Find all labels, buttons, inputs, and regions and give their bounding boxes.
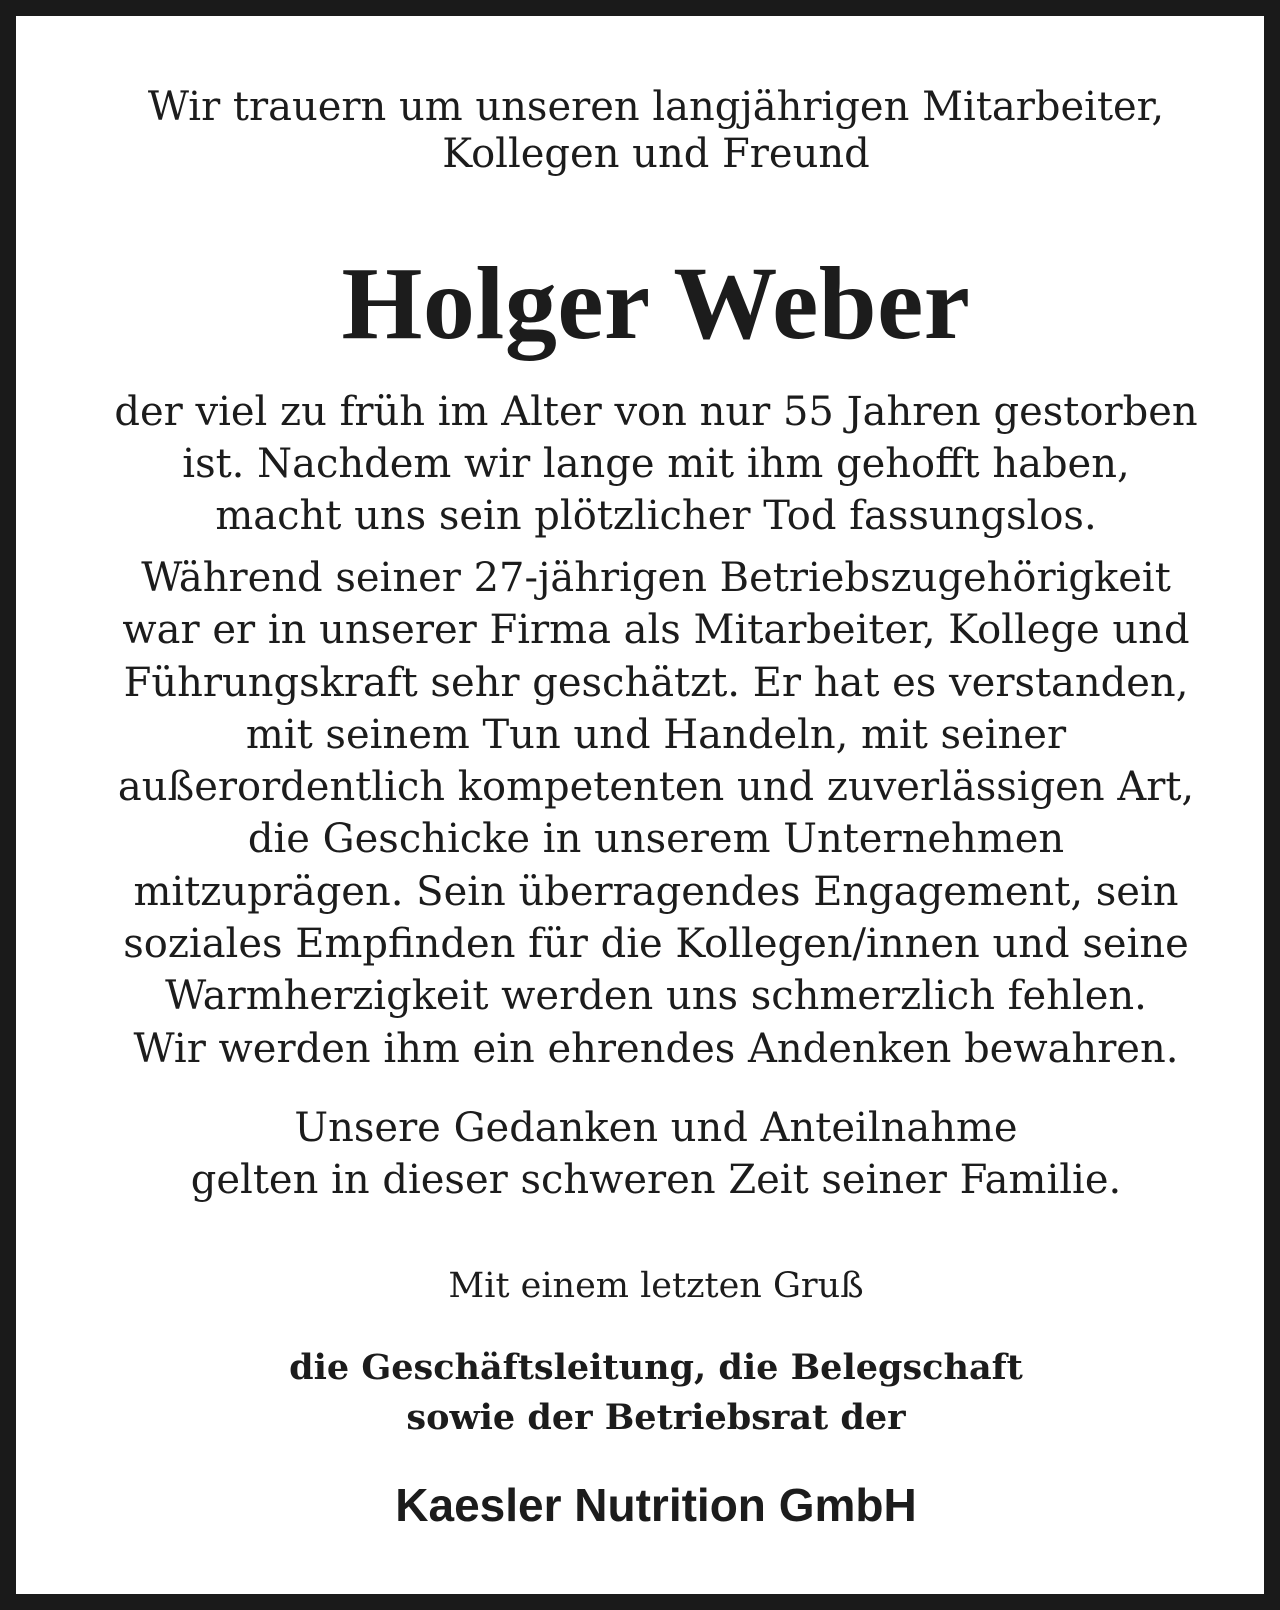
paragraph-tribute [32,552,1280,1075]
text-line: Warmherzigkeit werden uns schmerzlich fehlen. [165,973,1147,1020]
obituary-notice [32,32,1280,1610]
deceased-name: Holger Weber [341,246,971,361]
text-line: macht uns sein plötzlicher Tod fassungslos. [215,493,1097,539]
text-line: Unsere Gedanken und Anteilnahme [294,1105,1018,1151]
text-line: Wir werden ihm ein ehrendes Andenken bewahren. [133,1025,1179,1072]
text-line: die Geschicke in unserem Unternehmen [247,816,1065,863]
signer-line: die Geschäftsleitung, die Belegschaft [289,1347,1023,1388]
text-line: Während seiner 27-jährigen Betriebszugehörigkeit [141,555,1171,601]
intro-line: Kollegen und Freund [442,131,870,177]
text-line: ist. Nachdem wir lange mit ihm gehofft haben, [182,441,1130,487]
text-line: war er in unserer Firma als Mitarbeiter, Kollege und [122,607,1190,654]
paragraph-condolence [32,1102,1280,1206]
closing-greeting: Mit einem letzten Gruß [448,1266,864,1306]
text-line: mitzuprägen. Sein überragendes Engagement, sein [133,868,1179,915]
text-line: gelten in dieser schweren Zeit seiner Familie. [190,1157,1122,1203]
text-line: mit seinem Tun und Handeln, mit seiner [245,711,1067,758]
intro-text [32,84,1280,178]
signers [32,1343,1280,1443]
text-line: außerordentlich kompetenten und zuverlässigen Art, [117,764,1195,811]
text-line: soziales Empfinden für die Kollegen/innen und seine [123,921,1189,968]
paragraph-death-notice [32,386,1280,542]
text-line: der viel zu früh im Alter von nur 55 Jahren gestorben [114,389,1198,435]
intro-line: Wir trauern um unseren langjährigen Mitarbeiter, [147,84,1165,130]
signer-line: sowie der Betriebsrat der [406,1397,906,1438]
company-name: Kaesler Nutrition GmbH [395,1479,917,1531]
text-line: Führungskraft sehr geschätzt. Er hat es verstanden, [123,659,1189,706]
